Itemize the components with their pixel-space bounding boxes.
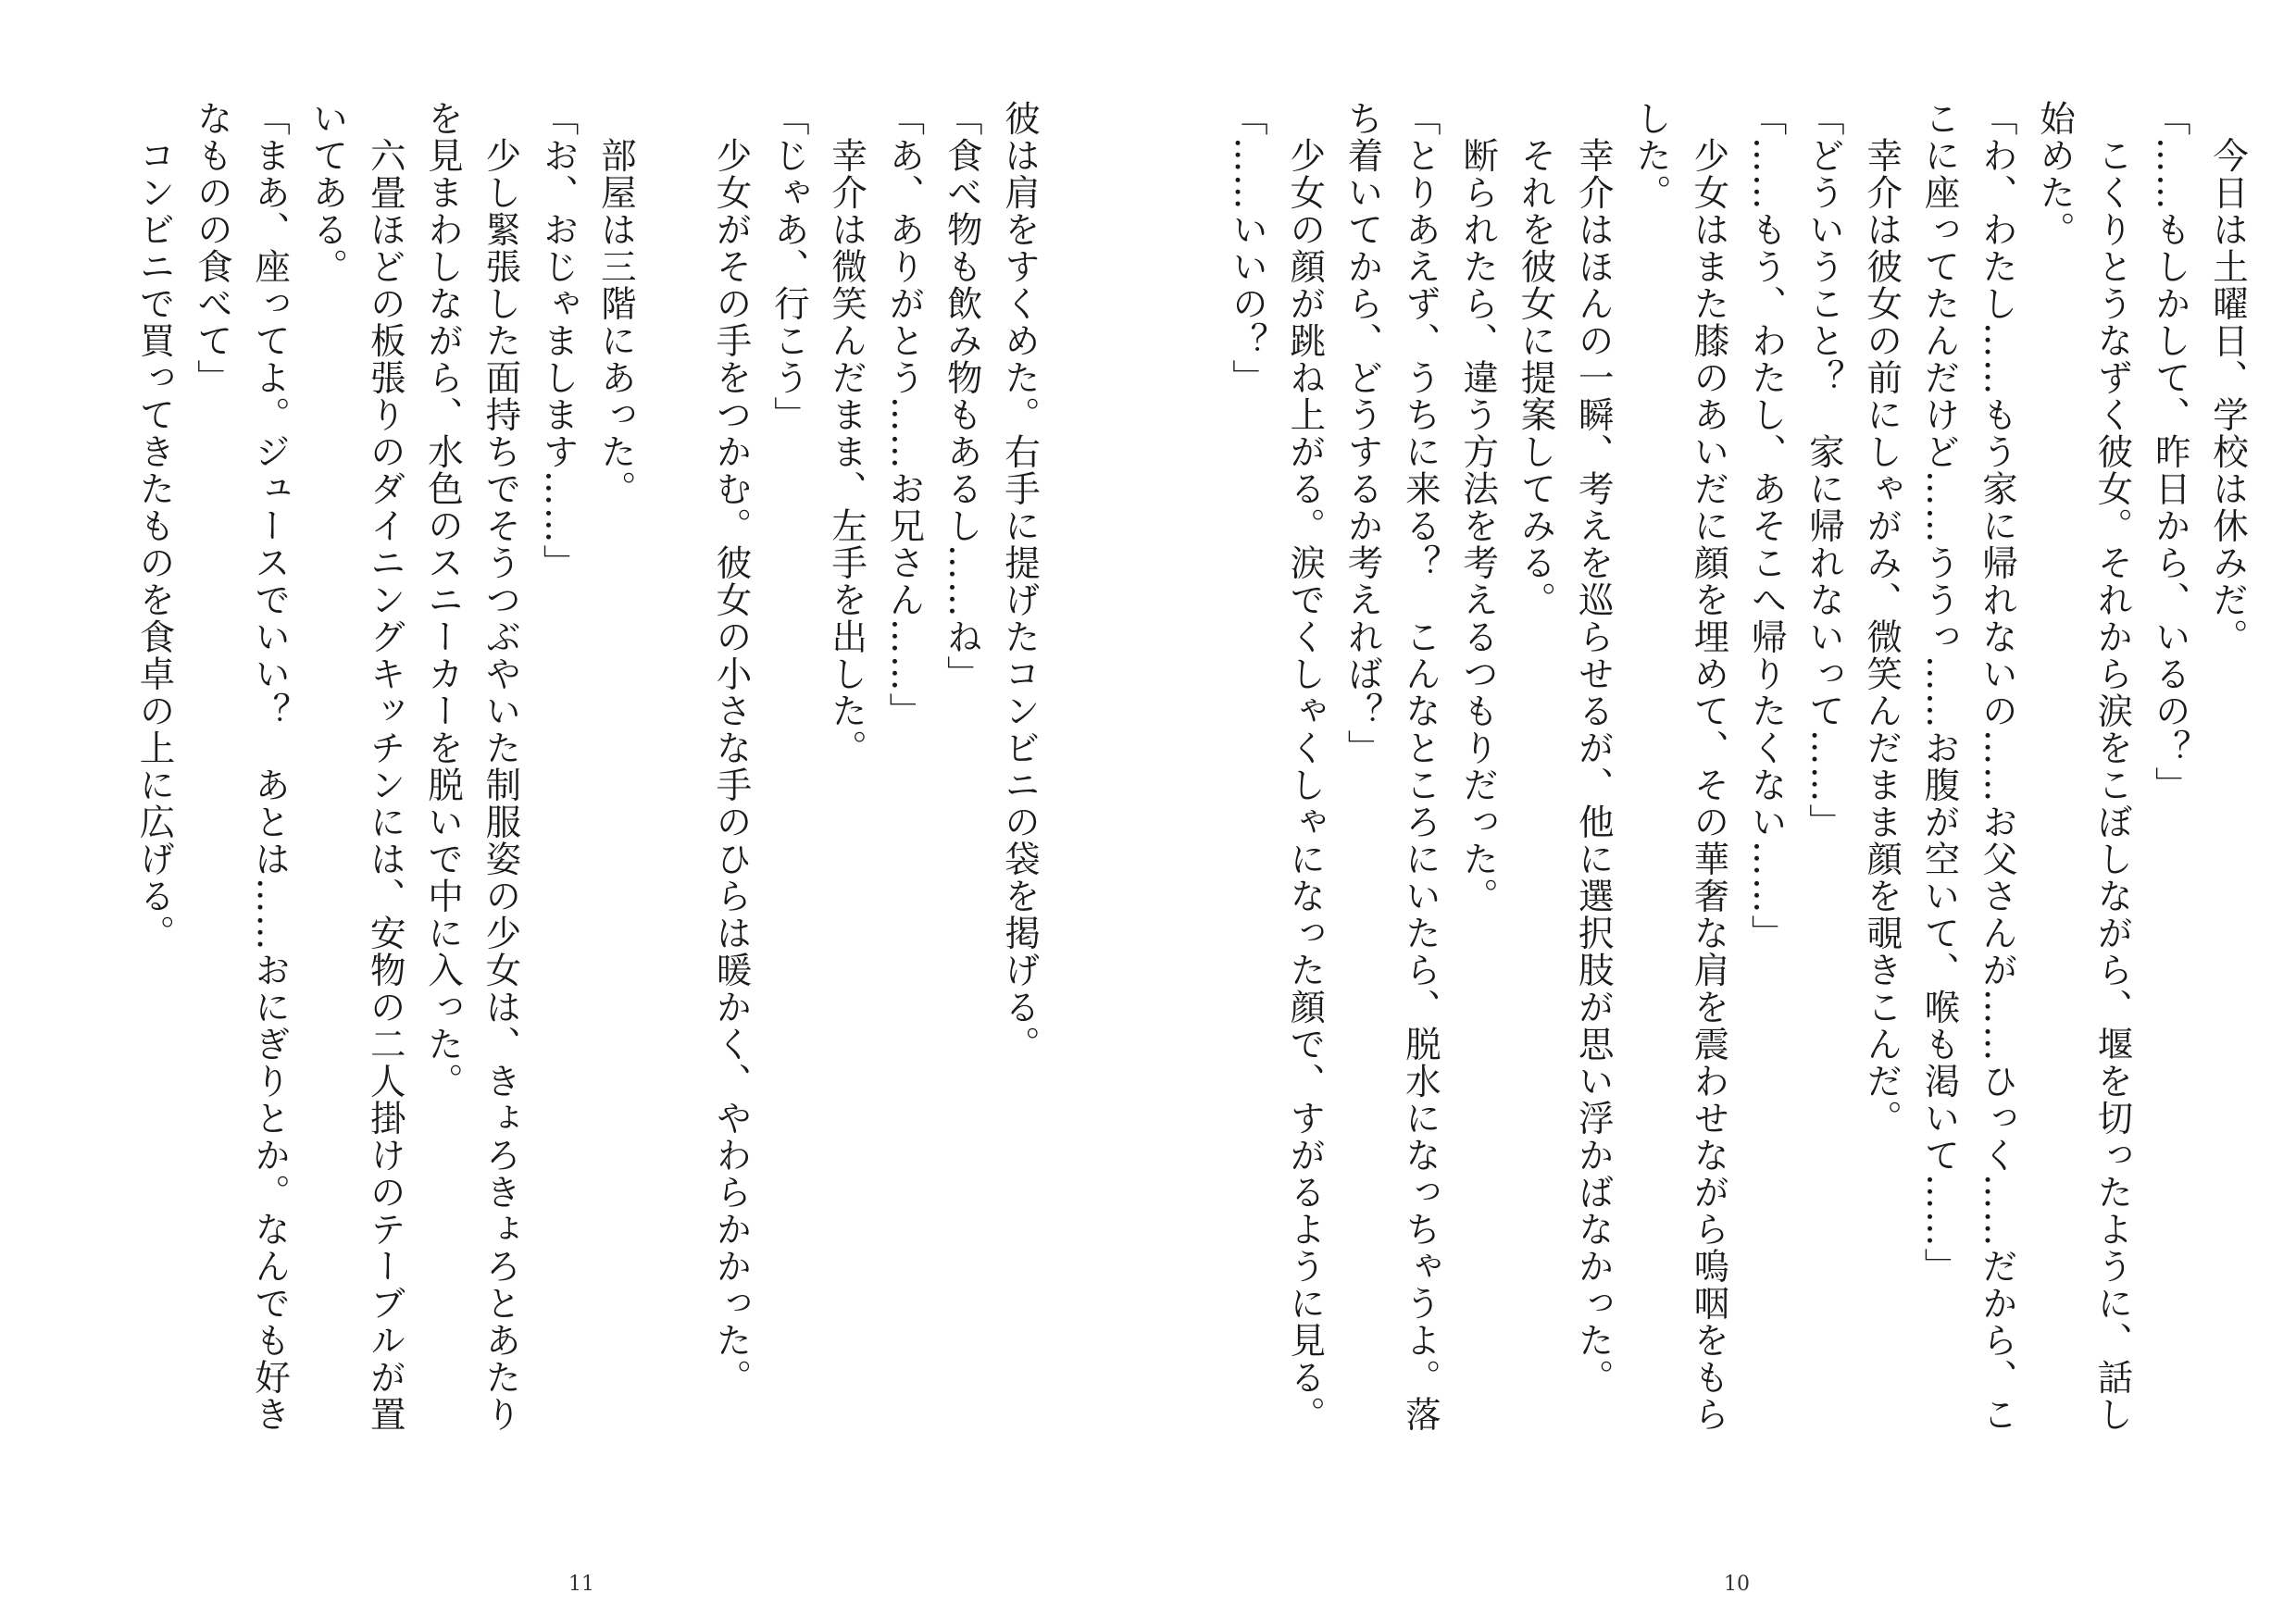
page-number: 10	[1724, 1573, 1750, 1596]
paragraph: こくりとうなずく彼女。それから涙をこぼしながら、堰を切ったように、話し始めた。	[2034, 100, 2134, 1433]
paragraph: 六畳ほどの板張りのダイニングキッチンには、安物の二人掛けのテーブルが置いてある。	[306, 100, 406, 1433]
paragraph: 「どういうこと？ 家に帰れないって……」	[1803, 100, 1845, 840]
paragraph: 少し緊張した面持ちでそうつぶやいた制服姿の少女は、きょろきょろとあたりを見まわしながら、水色のスニーカーを脱いで中に入った。	[422, 100, 522, 1433]
paragraph: 幸介は彼女の前にしゃがみ、微笑んだまま顔を覗きこんだ。	[1861, 100, 1903, 1137]
paragraph: 「食べ物も飲み物もあるし……ね」	[941, 100, 983, 692]
paragraph: 「……もう、わたし、あそこへ帰りたくない……」	[1745, 100, 1788, 952]
paragraph: 部屋は三階にあった。	[594, 100, 637, 507]
paragraph: コンビニで買ってきたものを食卓の上に広げる。	[133, 100, 176, 952]
paragraph: 「とりあえず、うちに来る？ こんなところにいたら、脱水になっちゃうよ。落ち着いてから、どうするか考えれば？」	[1341, 100, 1441, 1433]
paragraph: それを彼女に提案してみる。	[1515, 100, 1557, 618]
paragraph: 「……いいの？」	[1226, 100, 1268, 396]
paragraph: 「……もしかして、昨日から、いるの？」	[2149, 100, 2191, 803]
paragraph: 「お、おじゃまします……」	[537, 100, 580, 581]
paragraph: 少女がその手をつかむ。彼女の小さな手のひらは暖かく、やわらかかった。	[710, 100, 753, 1396]
section-gap	[644, 100, 702, 1442]
paragraph: 「あ、ありがとう……お兄さん……」	[883, 100, 926, 729]
paragraph: 少女の顔が跳ね上がる。涙でくしゃくしゃになった顔で、すがるように見る。	[1284, 100, 1327, 1433]
paragraph: 「まあ、座ってよ。ジュースでいい？ あとは……おにぎりとか。なんでも好きなものの食べて」	[191, 100, 292, 1433]
right-page-text	[1226, 100, 2256, 1442]
paragraph: 今日は土曜日、学校は休みだ。	[2207, 100, 2249, 655]
paragraph: 断られたら、違う方法を考えるつもりだった。	[1457, 100, 1500, 915]
left-page-text	[76, 100, 1048, 1442]
paragraph: 幸介は微笑んだまま、左手を出した。	[826, 100, 868, 766]
right-page	[1148, 0, 2296, 1618]
paragraph: 少女はまた膝のあいだに顔を埋めて、その華奢な肩を震わせながら嗚咽をもらした。	[1630, 100, 1730, 1433]
paragraph: 「じゃあ、行こう」	[767, 100, 810, 433]
paragraph: 幸介はほんの一瞬、考えを巡らせるが、他に選択肢が思い浮かばなかった。	[1572, 100, 1615, 1396]
page-number: 11	[568, 1573, 594, 1596]
paragraph: 彼は肩をすくめた。右手に提げたコンビニの袋を掲げる。	[999, 100, 1041, 1063]
paragraph: 「わ、わたし……もう家に帰れないの……お父さんが……ひっく……だから、ここに座ってたんだけど……ううっ……お腹が空いて、喉も渇いて……」	[1918, 100, 2018, 1433]
